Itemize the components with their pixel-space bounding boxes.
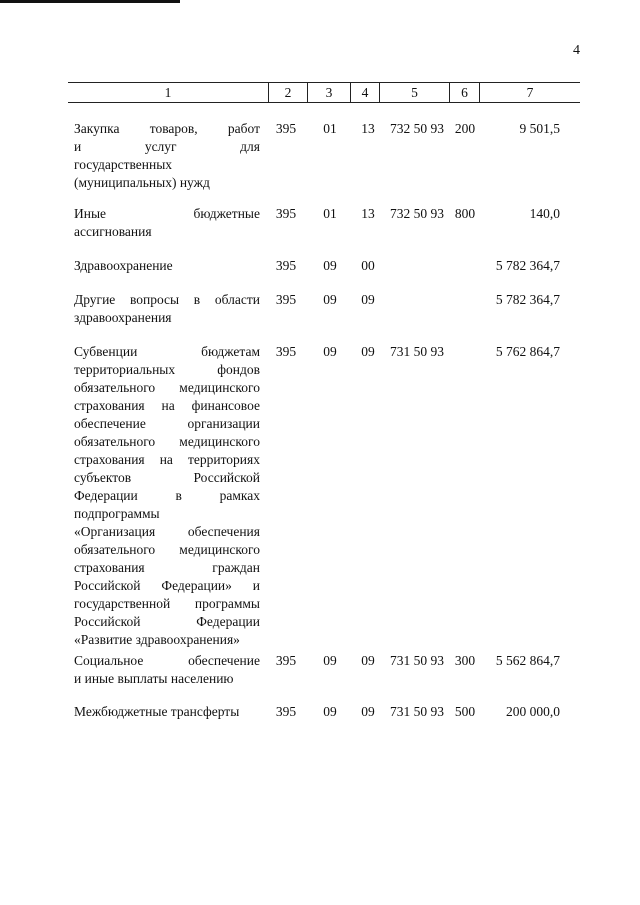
cell-c4: 09 (361, 704, 375, 719)
description-line: Российской Федерации (74, 614, 260, 629)
row-description (74, 257, 260, 275)
cell-c6: 500 (454, 704, 476, 719)
header-col-5: 5 (380, 83, 450, 102)
row-description (74, 205, 260, 241)
description-line: Субвенции бюджетам (74, 344, 260, 359)
row-description (74, 291, 260, 327)
row-description (74, 120, 260, 192)
cell-c4: 13 (361, 121, 375, 136)
description-line: страхования на территориях (74, 452, 260, 467)
cell-c7: 5 762 864,7 (495, 344, 560, 359)
cell-c7: 200 000,0 (506, 704, 560, 719)
cell-c4: 09 (361, 344, 375, 359)
description-line: Социальное обеспечение (74, 653, 260, 668)
cell-c2: 395 (275, 121, 297, 136)
cell-c5: 732 50 93 (390, 121, 444, 136)
cell-c5: 731 50 93 (390, 344, 444, 359)
description-line: страхования граждан (74, 560, 260, 575)
description-line: Межбюджетные трансферты (74, 704, 240, 719)
header-col-2: 2 (269, 83, 308, 102)
cell-c2: 395 (275, 206, 297, 221)
description-line: государственных (74, 157, 173, 172)
description-line: (муниципальных) нужд (74, 175, 210, 190)
description-line: территориальных фондов (74, 362, 260, 377)
header-col-3: 3 (308, 83, 351, 102)
cell-c6: 300 (454, 653, 476, 668)
description-line: обязательного медицинского (74, 434, 260, 449)
description-line: Здравоохранение (74, 258, 173, 273)
cell-c3: 01 (323, 121, 337, 136)
page-number: 4 (573, 43, 580, 58)
table-header (68, 82, 580, 103)
description-line: страхования на финансовое (74, 398, 260, 413)
cell-c3: 09 (323, 258, 337, 273)
description-line: Другие вопросы в области (74, 292, 260, 307)
header-col-6: 6 (450, 83, 480, 102)
cell-c2: 395 (275, 653, 297, 668)
description-line: «Развитие здравоохранения» (74, 632, 240, 647)
description-line: субъектов Российской (74, 470, 260, 485)
cell-c6: 200 (454, 121, 476, 136)
cell-c7: 140,0 (529, 206, 560, 221)
description-line: и услуг для (74, 139, 260, 154)
description-line: Иные бюджетные (74, 206, 260, 221)
description-line: Федерации в рамках (74, 488, 260, 503)
description-line: ассигнования (74, 224, 152, 239)
cell-c4: 13 (361, 206, 375, 221)
description-line: здравоохранения (74, 310, 172, 325)
description-line: обязательного медицинского (74, 542, 260, 557)
cell-c5: 732 50 93 (390, 206, 444, 221)
header-col-1: 1 (68, 83, 269, 102)
description-line: обеспечение организации (74, 416, 260, 431)
cell-c2: 395 (275, 344, 297, 359)
top-rule (0, 0, 180, 3)
cell-c3: 09 (323, 704, 337, 719)
description-line: обязательного медицинского (74, 380, 260, 395)
row-description (74, 703, 260, 721)
header-col-4: 4 (351, 83, 380, 102)
cell-c3: 09 (323, 292, 337, 307)
header-col-7: 7 (526, 85, 534, 100)
cell-c2: 395 (275, 704, 297, 719)
cell-c3: 09 (323, 344, 337, 359)
cell-c7: 5 562 864,7 (495, 653, 560, 668)
description-line: подпрограммы (74, 506, 160, 521)
cell-c4: 09 (361, 653, 375, 668)
cell-c2: 395 (275, 258, 297, 273)
cell-c7: 5 782 364,7 (495, 258, 560, 273)
cell-c4: 00 (361, 258, 375, 273)
description-line: и иные выплаты населению (74, 671, 234, 686)
cell-c4: 09 (361, 292, 375, 307)
description-line: Закупка товаров, работ (74, 121, 260, 136)
description-line: «Организация обеспечения (74, 524, 260, 539)
cell-c7: 5 782 364,7 (495, 292, 560, 307)
cell-c5: 731 50 93 (390, 653, 444, 668)
cell-c6: 800 (454, 206, 476, 221)
row-description (74, 343, 260, 649)
cell-c3: 01 (323, 206, 337, 221)
cell-c7: 9 501,5 (519, 121, 560, 136)
description-line: Российской Федерации» и (74, 578, 260, 593)
cell-c3: 09 (323, 653, 337, 668)
row-description (74, 652, 260, 688)
cell-c2: 395 (275, 292, 297, 307)
description-line: государственной программы (74, 596, 260, 611)
cell-c5: 731 50 93 (390, 704, 444, 719)
